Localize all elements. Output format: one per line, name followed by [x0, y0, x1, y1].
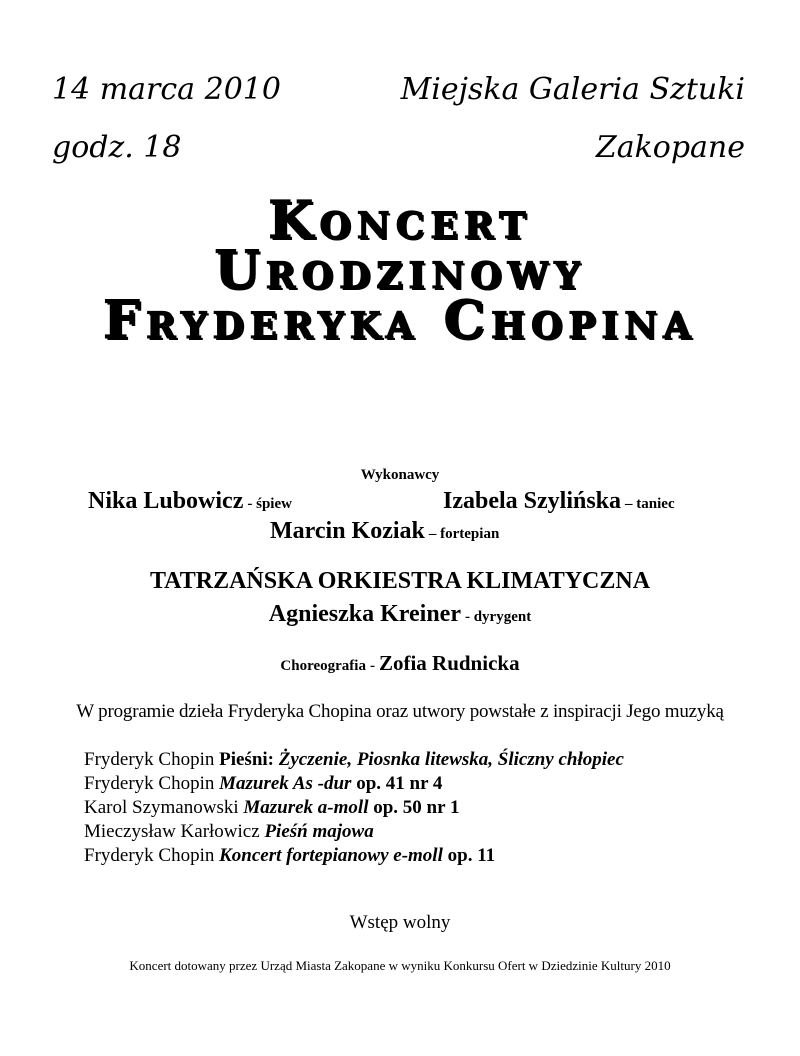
program-intro: W programie dzieła Fryderyka Chopina oraz utwory powstałe z inspiracji Jego muzyką — [76, 701, 724, 722]
program-item — [84, 820, 624, 844]
performer-singer — [88, 488, 292, 515]
composer: Mieczysław Karłowicz — [84, 821, 260, 842]
conductor — [0, 601, 800, 628]
opus: op. 11 — [447, 845, 496, 866]
choreography-separator: - — [369, 658, 375, 674]
choreographer-name: Zofia Rudnicka — [378, 651, 520, 675]
opus: op. 41 nr 4 — [356, 773, 443, 794]
work-title: Koncert fortepianowy e-moll — [219, 845, 443, 866]
performer-dancer — [443, 488, 675, 515]
work-title: Mazurek a-moll — [243, 797, 369, 818]
program-item — [84, 748, 624, 772]
performer-role: - śpiew — [247, 496, 292, 512]
composer: Karol Szymanowski — [84, 797, 239, 818]
entry-info: Wstęp wolny — [349, 912, 451, 933]
conductor-role: - dyrygent — [464, 609, 532, 625]
performer-pianist — [270, 518, 499, 545]
performer-name: Izabela Szylińska — [443, 488, 622, 514]
orchestra-name: TATRZAŃSKA ORKIESTRA KLIMATYCZNA — [149, 568, 651, 594]
title-line-2: Urodzinowy — [214, 240, 586, 301]
venue-name: Miejska Galeria Sztuki — [400, 72, 745, 107]
funding-note: Koncert dotowany przez Urząd Miasta Zakopane w wyniku Konkursu Ofert w Dziedzinie Kultury 2010 — [129, 958, 671, 973]
performer-role: – taniec — [625, 496, 675, 512]
program-item — [84, 844, 624, 868]
venue-city: Zakopane — [595, 130, 745, 165]
work-title: Mazurek As -dur — [219, 773, 352, 794]
work-title: Pieśń majowa — [264, 821, 374, 842]
opus: op. 50 nr 1 — [373, 797, 460, 818]
composer: Fryderyk Chopin — [84, 749, 215, 770]
concert-hour: godz. 18 — [52, 130, 182, 165]
program-list — [84, 748, 624, 868]
title-line-1: Koncert — [268, 190, 532, 251]
work-title: Życzenie, Piosnka litewska, Śliczny chłopiec — [278, 749, 624, 770]
concert-date: 14 marca 2010 — [52, 72, 281, 107]
composer: Fryderyk Chopin — [84, 845, 215, 866]
choreography-label: Choreografia — [280, 658, 366, 674]
performers-heading: Wykonawcy — [360, 467, 440, 483]
program-item — [84, 772, 624, 796]
program-item — [84, 796, 624, 820]
composer: Fryderyk Chopin — [84, 773, 215, 794]
title-line-3: Fryderyka Chopina — [103, 290, 697, 351]
performer-name: Nika Lubowicz — [88, 488, 244, 514]
performer-role: – fortepian — [428, 526, 500, 542]
conductor-name: Agnieszka Kreiner — [268, 601, 461, 627]
performer-name: Marcin Koziak — [270, 518, 425, 544]
work-label: Pieśni: — [219, 749, 274, 770]
choreography — [0, 651, 800, 676]
